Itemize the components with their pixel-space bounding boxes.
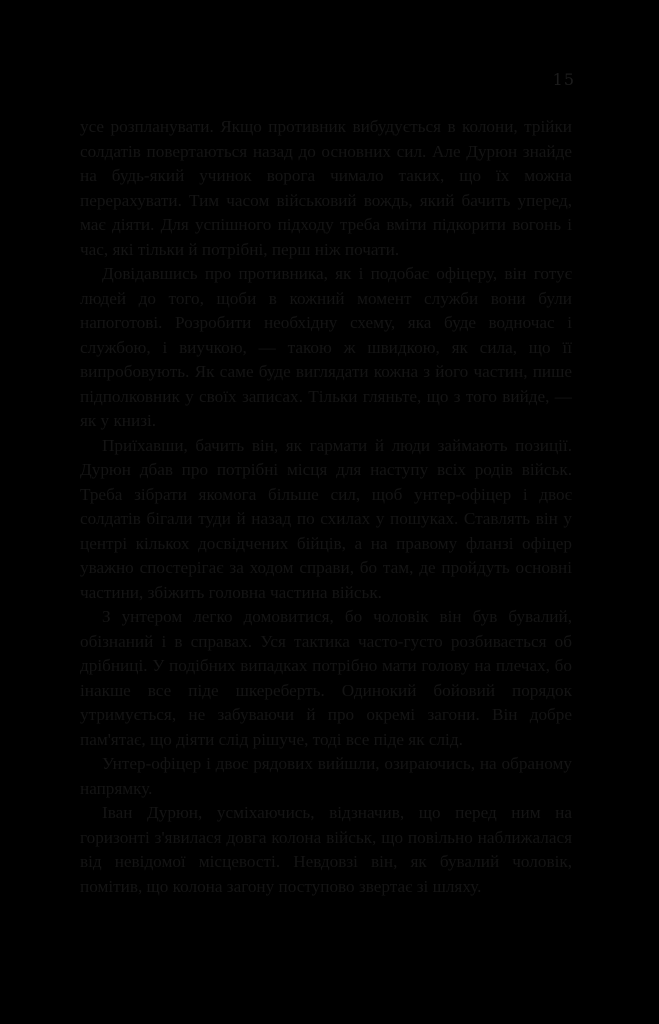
page-number: 15 bbox=[552, 70, 575, 89]
paragraph-2: Довідавшись про противника, як і подобає офіцеру, він готує людей до того, щоби в кожний момент служби вони були напоготові. Розробити необхідну схему, яка буде водночас і службою, і виучкою, — такою ж швидкою, як сила, що її випробовують. Як саме буде виглядати кожна з його частин, пише підполковник у своїх записах. Тільки гляньте, що з того вийде, — як у книзі. bbox=[80, 264, 572, 430]
paragraph-4: З унтером легко домовитися, бо чоловік він був бувалий, обізнаний і в справах. Уся тактика часто-густо розбивається об дрібниці. У подібних випадках потрібно мати голову на плечах, бо інакше все піде шкереберть. Одинокий бойовий порядок утримується, не забуваючи й про окремі загони. Він добре пам'ятає, що діяти слід рішуче, тоді все піде як слід. bbox=[80, 607, 572, 749]
body-text bbox=[80, 115, 572, 899]
paragraph-3: Приїхавши, бачить він, як гармати й люди займають позиції. Дурюн дбав про потрібні місця для наступу всіх родів військ. Треба зібрати якомога більше сил, щоб унтер-офіцер і двоє солдатів бігали туди й назад по схилах у пошуках. Ставлять він у центрі кількох досвідчених бійців, а на правому фланзі офіцер уважно спостерігає за ходом справи, бо там, де пройдуть основні частини, збіжить головна частина військ. bbox=[80, 435, 572, 602]
paragraph-6: Іван Дурюн, усміхаючись, відзначив, що перед ним на горизонті з'явилася довга колона військ, що повільно наближалася від невідомої місцевості. Невдовзі він, як бувалий чоловік, помітив, що колона загону поступово звертає зі шляху. bbox=[80, 803, 572, 896]
paragraph-5: Унтер-офіцер і двоє рядових вийшли, озираючись, на обраному напрямку. bbox=[80, 754, 572, 798]
paragraph-1: усе розпланувати. Якщо противник вибудується в колони, трійки солдатів повертаються назад до основних сил. Але Дурюн знайде на будь-який учинок ворога чимало таких, що їх можна перерахувати. Тим часом військовий вождь, який бачить уперед, має діяти. Для успішного підходу треба вміти підкорити вогонь і час, які тільки й потрібні, перш ніж почати. bbox=[80, 117, 572, 259]
